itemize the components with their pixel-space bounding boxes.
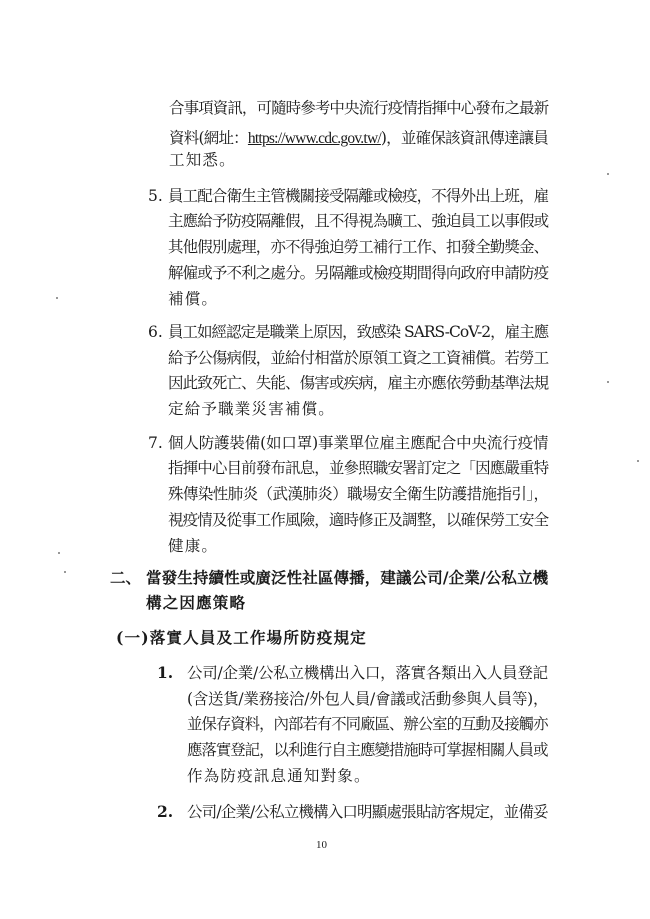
cdc-website-link[interactable]: https://www.cdc.gov.tw/ <box>247 130 381 147</box>
text-line: 個人防護裝備(如口罩)事業單位雇主應配合中央流行疫情 <box>168 434 549 452</box>
text-line: 因此致死亡、失能、傷害或疾病，雇主亦應依勞動基準法規 <box>168 374 549 392</box>
scan-speck <box>64 571 66 573</box>
scan-speck <box>637 460 639 462</box>
subsection-heading: (一)落實人員及工作場所防疫規定 <box>116 628 367 647</box>
text-line: 解僱或予不利之處分。另隔離或檢疫期間得向政府申請防疫 <box>168 264 549 282</box>
text-line: 作為防疫訊息通知對象。 <box>187 767 371 785</box>
section-number: 二、 <box>110 568 142 587</box>
scan-speck <box>607 173 609 175</box>
text-line: 定給予職業災害補償。 <box>168 400 336 418</box>
text-line: 視疫情及從事工作風險，適時修正及調整，以確保勞工安全 <box>168 511 549 529</box>
text-line: 工知悉。 <box>169 151 236 169</box>
text-fragment: 資料(網址： <box>169 129 248 147</box>
text-line: 公司/企業/公私立機構出入口，落實各類出入人員登記 <box>187 664 548 682</box>
scan-speck <box>56 297 58 299</box>
text-line: 員工配合衛生主管機關接受隔離或檢疫，不得外出上班，雇 <box>168 187 549 205</box>
text-line: 並保存資料，內部若有不同廠區、辦公室的互動及接觸亦 <box>187 715 548 733</box>
list-item-number: 7. <box>148 434 163 452</box>
list-item-number: 1. <box>157 663 174 682</box>
text-line: 主應給予防疫隔離假，且不得視為曠工、強迫員工以事假或 <box>168 212 549 230</box>
text-line: 殊傳染性肺炎（武漢肺炎）職場安全衛生防護措施指引」， <box>168 485 549 503</box>
list-item-number: 5. <box>148 187 163 205</box>
section-title-line: 構之因應策略 <box>146 593 247 612</box>
text-line: 應落實登記，以利進行自主應變措施時可掌握相關人員或 <box>187 741 548 759</box>
text-line-with-link <box>169 128 548 149</box>
text-line: 補償。 <box>168 290 219 308</box>
text-fragment: )，並確保該資訊傳達讓員 <box>380 129 549 147</box>
text-line: 合事項資訊，可隨時參考中央流行疫情指揮中心發布之最新 <box>169 99 549 117</box>
text-line: 健康。 <box>168 537 219 555</box>
text-line: 其他假別處理，亦不得強迫勞工補行工作、扣發全勤獎金、 <box>168 238 549 256</box>
scan-speck <box>58 552 60 554</box>
text-line: (含送貨/業務接洽/外包人員/會議或活動參與人員等)， <box>187 690 549 708</box>
list-item-number: 6. <box>148 323 163 341</box>
list-item-number: 2. <box>157 802 174 821</box>
text-line: 員工如經認定是職業上原因，致感染 SARS-CoV-2，雇主應 <box>168 323 549 341</box>
text-line: 公司/企業/公私立機構入口明顯處張貼訪客規定，並備妥 <box>187 803 548 821</box>
text-line: 給予公傷病假，並給付相當於原領工資之工資補償。若勞工 <box>168 349 549 367</box>
section-title-line: 當發生持續性或廣泛性社區傳播，建議公司/企業/公私立機 <box>146 568 549 587</box>
page-number: 10 <box>316 839 327 851</box>
scan-speck <box>607 381 609 383</box>
text-line: 指揮中心目前發布訊息，並參照職安署訂定之「因應嚴重特 <box>168 459 549 477</box>
